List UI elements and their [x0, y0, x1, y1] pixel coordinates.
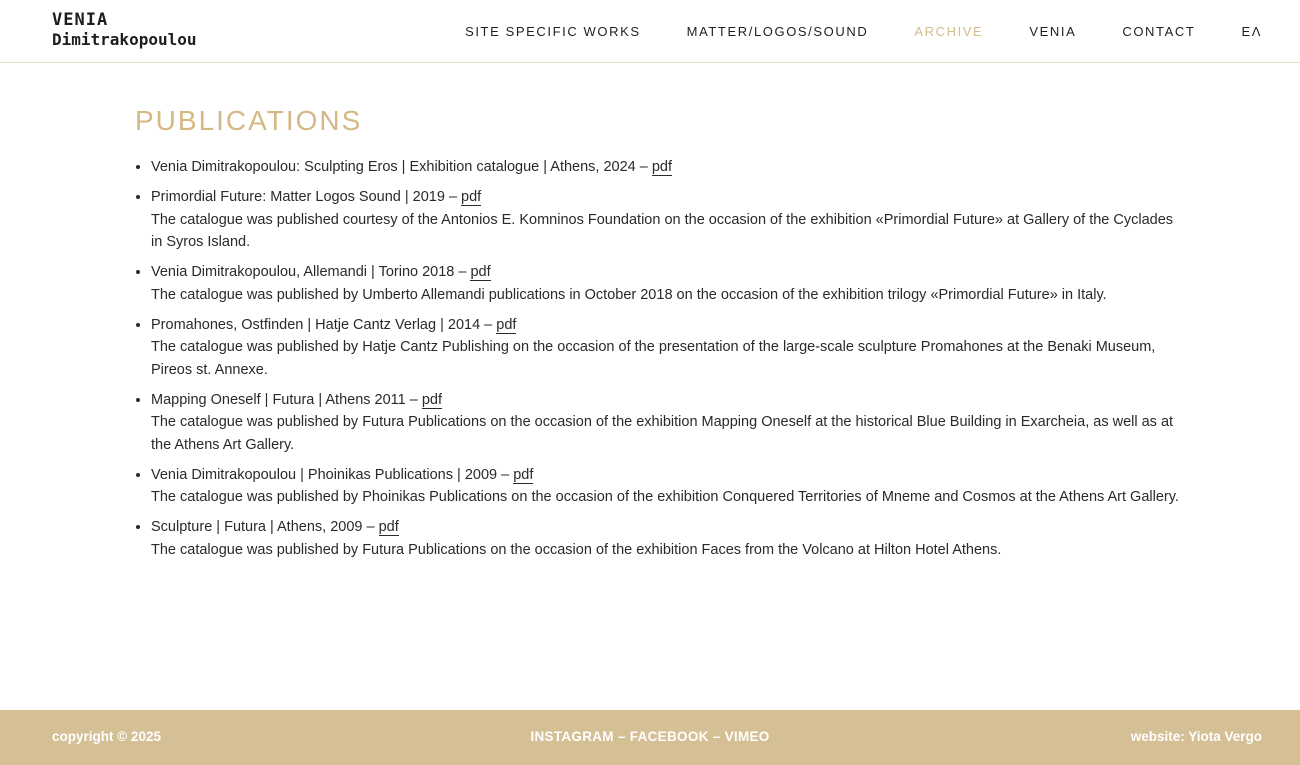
- publication-description: The catalogue was published by Hatje Cantz Publishing on the occasion of the presentation of the large-scale sculpture Promahones at the Benaki Museum, Pireos st. Annexe.: [151, 339, 1156, 378]
- main-content: [135, 104, 1180, 569]
- publication-description: The catalogue was published by Futura Publications on the occasion of the exhibition Faces from the Volcano at Hilton Hotel Athens.: [151, 541, 1002, 558]
- instagram-link[interactable]: INSTAGRAM: [530, 729, 614, 744]
- list-item: [151, 516, 1180, 561]
- page-title: PUBLICATIONS: [135, 105, 363, 136]
- publication-title: Promahones, Ostfinden | Hatje Cantz Verlag | 2014 –: [151, 316, 497, 333]
- publication-title: Primordial Future: Matter Logos Sound | 2019 –: [151, 189, 462, 205]
- publications-list: [135, 156, 1180, 561]
- site-logo[interactable]: [52, 11, 197, 49]
- logo-last-name: Dimitrakopoulou: [52, 30, 197, 49]
- credit-prefix: website:: [1130, 729, 1189, 744]
- social-links: [0, 729, 1300, 744]
- publication-description: The catalogue was published courtesy of the Antonios E. Komninos Foundation on the occasion of the exhibition «Primordial Future» at Gallery of the Cyclades in Syros Island.: [151, 211, 1174, 250]
- nav-language-switch[interactable]: ΕΛ: [1241, 24, 1262, 39]
- pdf-link[interactable]: pdf: [421, 391, 443, 408]
- main-nav: [419, 24, 1262, 39]
- publication-title-line: [151, 314, 1180, 337]
- pdf-link[interactable]: pdf: [513, 466, 534, 483]
- publication-title: Venia Dimitrakopoulou | Phoinikas Publications | 2009 –: [151, 466, 514, 483]
- list-item: [151, 314, 1180, 382]
- facebook-link[interactable]: FACEBOOK: [629, 729, 709, 744]
- publication-title: Venia Dimitrakopoulou: Sculpting Eros | Exhibition catalogue | Athens, 2024 –: [151, 159, 652, 175]
- pdf-link[interactable]: pdf: [378, 519, 399, 535]
- nav-archive[interactable]: ARCHIVE: [914, 24, 984, 39]
- list-item: [151, 156, 1180, 179]
- publication-title-line: [151, 464, 1180, 487]
- publication-description: The catalogue was published by Umberto Allemandi publications in October 2018 on the occasion of the exhibition trilogy «Primordial Future» in Italy.: [151, 286, 1107, 303]
- pdf-link[interactable]: pdf: [461, 189, 482, 205]
- publication-title: Mapping Oneself | Futura | Athens 2011 –: [151, 391, 422, 408]
- nav-venia[interactable]: VENIA: [1029, 24, 1077, 39]
- site-header: [0, 0, 1300, 63]
- list-item: [151, 389, 1180, 457]
- logo-first-name: VENIA: [52, 10, 109, 30]
- social-separator: –: [708, 729, 725, 744]
- pdf-link[interactable]: pdf: [496, 316, 517, 333]
- list-item: [151, 261, 1180, 306]
- credit-link[interactable]: Yiota Vergo: [1188, 729, 1262, 744]
- site-footer: [0, 710, 1300, 765]
- website-credit: [1131, 729, 1262, 744]
- pdf-link[interactable]: pdf: [470, 264, 491, 280]
- vimeo-link[interactable]: VIMEO: [724, 729, 770, 744]
- publication-title-line: [151, 516, 1180, 539]
- publication-title-line: [151, 156, 1180, 179]
- publication-title: Sculpture | Futura | Athens, 2009 –: [151, 519, 379, 535]
- publication-title-line: [151, 261, 1180, 284]
- list-item: [151, 186, 1180, 254]
- nav-contact[interactable]: CONTACT: [1122, 24, 1196, 39]
- publication-title: Venia Dimitrakopoulou, Allemandi | Torino 2018 –: [151, 264, 471, 280]
- list-item: [151, 464, 1180, 509]
- publication-title-line: [151, 186, 1180, 209]
- nav-site-specific-works[interactable]: SITE SPECIFIC WORKS: [465, 24, 641, 39]
- social-separator: –: [613, 729, 630, 744]
- nav-matter-logos-sound[interactable]: MATTER/LOGOS/SOUND: [686, 24, 869, 39]
- publication-title-line: [151, 389, 1180, 412]
- publication-description: The catalogue was published by Phoinikas Publications on the occasion of the exhibition Conquered Territories of Mneme and Cosmos at the Athens Art Gallery.: [151, 489, 1179, 505]
- pdf-link[interactable]: pdf: [651, 159, 673, 175]
- publication-description: The catalogue was published by Futura Publications on the occasion of the exhibition Mapping Oneself at the historical Blue Building in Exarcheia, as well as at the Athens Art Gallery.: [151, 414, 1174, 453]
- copyright-text: copyright © 2025: [52, 729, 161, 744]
